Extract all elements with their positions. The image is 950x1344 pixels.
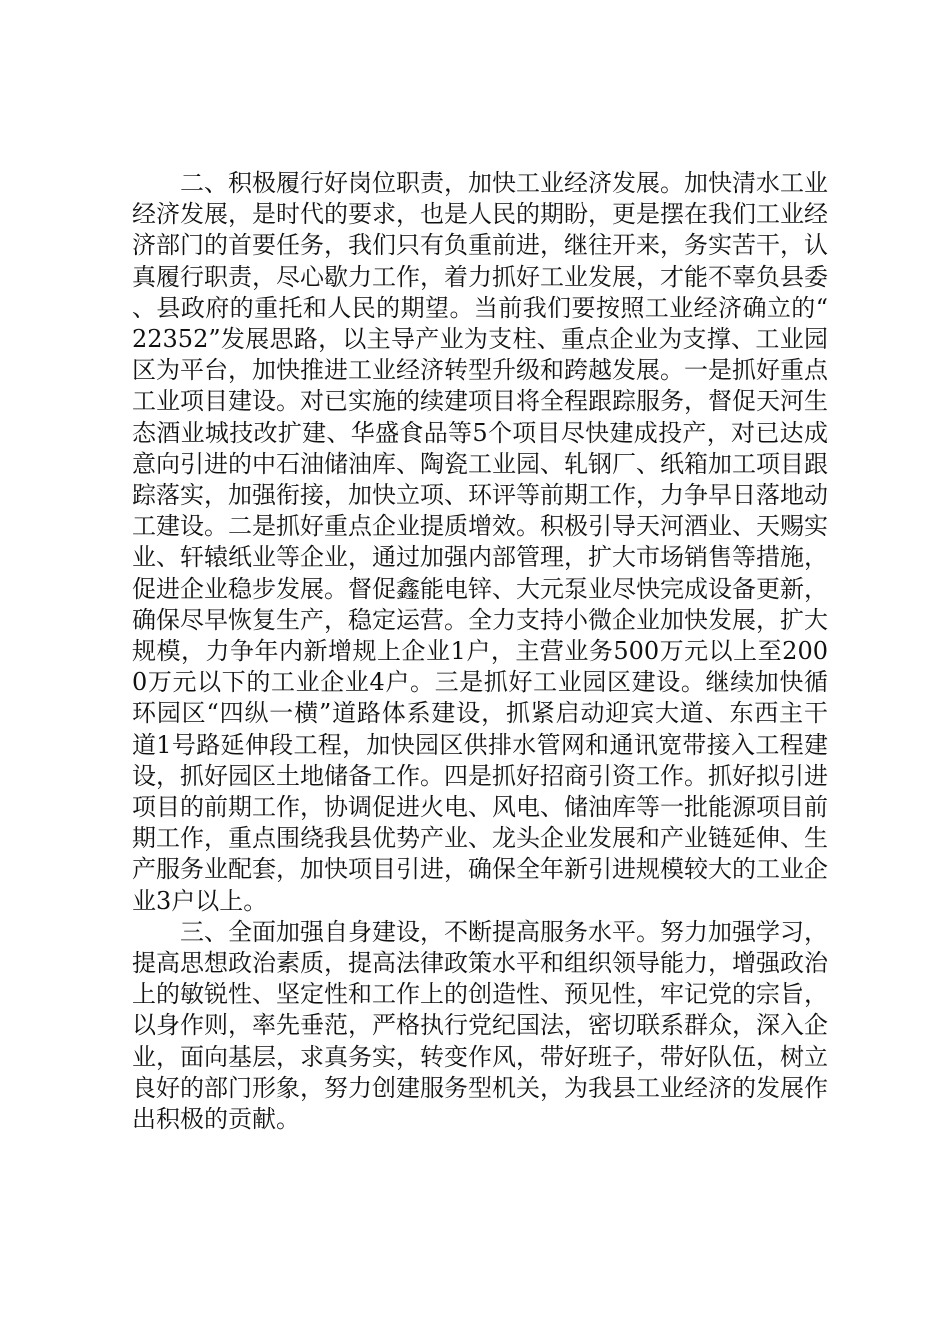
document-page — [132, 168, 828, 1135]
paragraph-self-improvement: 三、全面加强自身建设，不断提高服务水平。努力加强学习，提高思想政治素质，提高法律政策水平和组织领导能力，增强政治上的敏锐性、坚定性和工作上的创造性、预见性，牢记党的宗旨，以身作则，率先垂范，严格执行党纪国法，密切联系群众，深入企业，面向基层，求真务实，转变作风，带好班子，带好队伍，树立良好的部门形象，努力创建服务型机关，为我县工业经济的发展作出积极的贡献。 — [132, 917, 828, 1134]
paragraph-industrial-development: 二、积极履行好岗位职责，加快工业经济发展。加快清水工业经济发展，是时代的要求，也是人民的期盼，更是摆在我们工业经济部门的首要任务，我们只有负重前进，继往开来，务实苦干，认真履行职责，尽心歇力工作，着力抓好工业发展，才能不辜负县委、县政府的重托和人民的期望。当前我们要按照工业经济确立的“22352”发展思路，以主导产业为支柱、重点企业为支撑、工业园区为平台，加快推进工业经济转型升级和跨越发展。一是抓好重点工业项目建设。对已实施的续建项目将全程跟踪服务，督促天河生态酒业城技改扩建、华盛食品等5个项目尽快建成投产，对已达成意向引进的中石油储油库、陶瓷工业园、轧钢厂、纸箱加工项目跟踪落实，加强衔接，加快立项、环评等前期工作，力争早日落地动工建设。二是抓好重点企业提质增效。积极引导天河酒业、天赐实业、轩辕纸业等企业，通过加强内部管理，扩大市场销售等措施，促进企业稳步发展。督促鑫能电锌、大元泵业尽快完成设备更新，确保尽早恢复生产，稳定运营。全力支持小微企业加快发展，扩大规模，力争年内新增规上企业1户，主营业务500万元以上至2000万元以下的工业企业4户。三是抓好工业园区建设。继续加快循环园区“四纵一横”道路体系建设，抓紧启动迎宾大道、东西主干道1号路延伸段工程，加快园区供排水管网和通讯宽带接入工程建设，抓好园区土地储备工作。四是抓好招商引资工作。抓好拟引进项目的前期工作，协调促进火电、风电、储油库等一批能源项目前期工作，重点围绕我县优势产业、龙头企业发展和产业链延伸、生产服务业配套，加快项目引进，确保全年新引进规模较大的工业企业3户以上。 — [132, 169, 828, 915]
